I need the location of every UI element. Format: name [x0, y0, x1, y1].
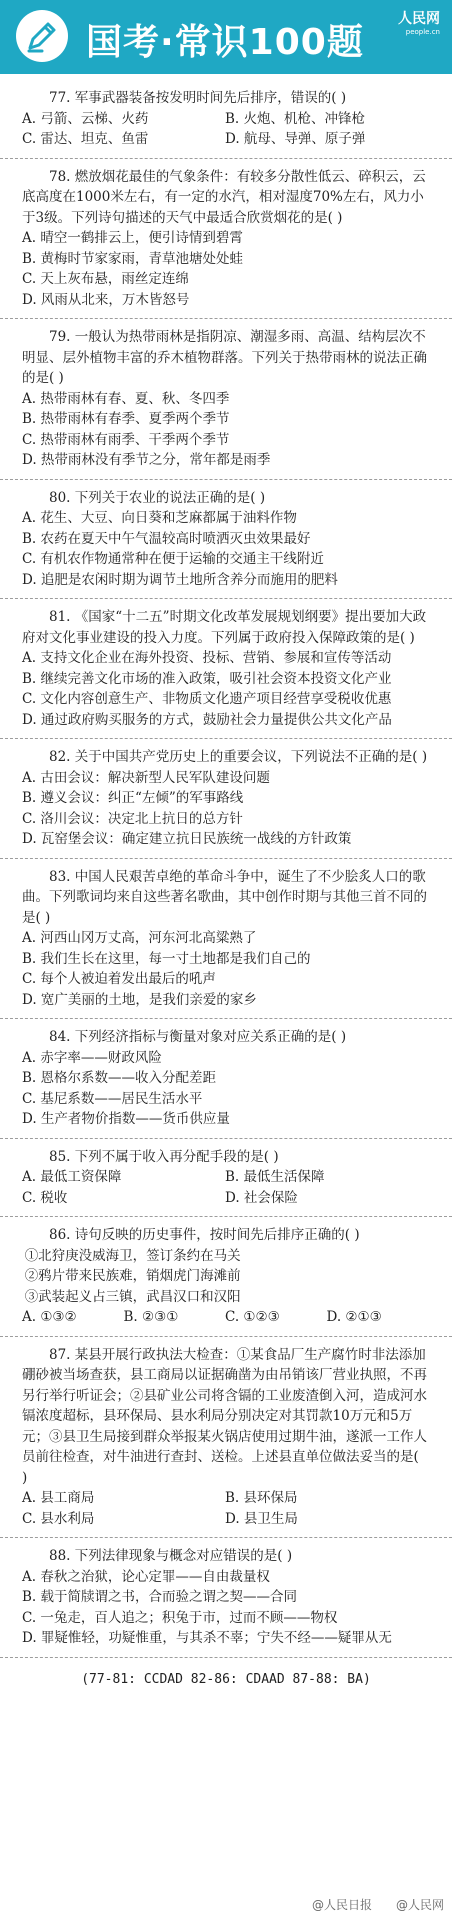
question-block [0, 1337, 452, 1539]
question-stem: 80. 下列关于农业的说法正确的是( ) [49, 489, 266, 506]
header-banner [0, 0, 452, 74]
question-stem: 84. 下列经济指标与衡量对象对应关系正确的是( ) [49, 1029, 347, 1045]
answer-option: A. 支持文化企业在海外投资、投标、营销、参展和宣传等活动 [22, 650, 392, 666]
answer-option: B. 恩格尔系数——收入分配差距 [22, 1070, 217, 1086]
answer-option: B. 遵义会议：纠正“左倾”的军事路线 [22, 790, 244, 806]
answer-option: D. 县卫生局 [225, 1510, 298, 1527]
question-block [0, 1538, 452, 1658]
answer-option: B. ②③① [123, 1309, 179, 1325]
answer-option: C. 县水利局 [22, 1510, 95, 1527]
answer-option: B. 县环保局 [225, 1490, 298, 1506]
answer-option: A. 河西山冈万丈高，河东河北高粱熟了 [22, 930, 257, 946]
question-stem: 77. 军事武器装备按发明时间先后排序，错误的( ) [49, 90, 347, 106]
question-stem: 87. 某县开展行政执法大检查：①某食品厂生产腐竹时非法添加硼砂被当场查获，县工商局以证据确凿为由吊销该厂营业执照，不再另行举行听证会；②县矿业公司将含镉的工业废渣倒入河，造成河水镉浓度超标，县环保局、县水利局分别决定对其罚款10万元和5万元；③县卫生局接到群众举报某火锅店使用过期牛油，遂派一工作人员前往检查，对牛油进行查封、送检。上述县直单位做法妥当的是( ) [22, 1346, 427, 1486]
question-stem: 78. 燃放烟花最佳的气象条件：有较多分散性低云、碎积云，云底高度在1000米左右，有一定的水汽，相对湿度70%左右，风力小于3级。下列诗句描述的天气中最适合欣赏烟花的是( ) [22, 168, 426, 226]
question-block [0, 739, 452, 859]
answer-option: C. 税收 [22, 1189, 68, 1206]
footer [0, 1890, 452, 1916]
answer-option: C. 一兔走，百人追之；积兔于市，过而不顾——物权 [22, 1609, 338, 1626]
answer-option: A. 赤字率——财政风险 [22, 1049, 162, 1066]
answer-option: A. ①③② [22, 1309, 77, 1325]
option-row [22, 1509, 428, 1530]
answer-option: C. 文化内容创意生产、非物质文化遗产项目经营享受税收优惠 [22, 691, 392, 707]
brand-logo [398, 8, 440, 36]
pen-icon [16, 10, 68, 62]
option-row [22, 1307, 428, 1328]
answer-option: B. 农药在夏天中午气温较高时喷洒灭虫效果最好 [22, 530, 311, 547]
answer-option: D. ②①③ [326, 1309, 382, 1325]
sub-statement: ①北狩庚没威海卫，签订条约在马关 [24, 1247, 241, 1264]
watermark-renmin-wang: @人民网 [395, 1898, 444, 1912]
answer-option: D. 热带雨林没有季节之分，常年都是雨季 [22, 452, 271, 468]
answer-option: B. 我们生长在这里，每一寸土地都是我们自己的 [22, 950, 311, 967]
answer-option: C. 热带雨林有雨季、干季两个季节 [22, 431, 230, 448]
answer-option: C. ①②③ [225, 1309, 280, 1325]
question-stem: 86. 诗句反映的历史事件，按时间先后排序正确的( ) [49, 1227, 360, 1243]
question-block [0, 599, 452, 739]
question-list [0, 80, 452, 1687]
answer-key: (77-81: CCDAD 82-86: CDAAD 87-88: BA) [81, 1671, 371, 1687]
answer-option: D. 社会保险 [225, 1189, 298, 1206]
option-row [22, 129, 428, 150]
question-stem: 79. 一般认为热带雨林是指阴凉、潮湿多雨、高温、结构层次不明显、层外植物丰富的乔木植物群落。下列关于热带雨林的说法正确的是( ) [22, 329, 427, 386]
answer-option: D. 追肥是农闲时期为调节土地所含养分而施用的肥料 [22, 571, 338, 588]
answer-option: B. 热带雨林有春季、夏季两个季节 [22, 411, 230, 427]
sub-statement: ②鸦片带来民族难，销烟虎门海滩前 [24, 1268, 241, 1284]
logo-subtext: people.cn [405, 28, 440, 36]
answer-option: A. 古田会议：解决新型人民军队建设问题 [22, 769, 270, 786]
answer-option: A. 春秋之治狱，论心定罪——自由裁量权 [22, 1568, 270, 1585]
answer-option: D. 瓦窑堡会议：确定建立抗日民族统一战线的方针政策 [22, 831, 352, 847]
answer-option: B. 最低生活保障 [225, 1169, 325, 1185]
answer-option: D. 通过政府购买服务的方式，鼓励社会力量提供公共文化产品 [22, 711, 392, 728]
question-block [0, 859, 452, 1020]
logo-text: 人民网 [398, 11, 440, 27]
question-stem: 88. 下列法律现象与概念对应错误的是( ) [49, 1548, 293, 1564]
sub-statement: ③武装起义占三镇，武昌汉口和汉阳 [24, 1288, 241, 1305]
answer-option: A. 最低工资保障 [22, 1169, 122, 1185]
answer-option: C. 天上灰布悬，雨丝定连绵 [22, 271, 189, 287]
answer-option: D. 航母、导弹、原子弹 [225, 131, 366, 147]
answer-option: A. 花生、大豆、向日葵和芝麻都属于油料作物 [22, 510, 297, 526]
option-row [22, 109, 428, 130]
page-title: 国考·常识100题 [86, 22, 364, 63]
answer-option: C. 雷达、坦克、鱼雷 [22, 131, 149, 147]
answer-option: A. 县工商局 [22, 1490, 95, 1506]
answer-option: A. 热带雨林有春、夏、秋、冬四季 [22, 390, 230, 407]
question-stem: 82. 关于中国共产党历史上的重要会议，下列说法不正确的是( ) [49, 749, 428, 765]
option-row [22, 1188, 428, 1209]
answer-option: A. 弓箭、云梯、火药 [22, 110, 149, 127]
answer-option: C. 洛川会议：决定北上抗日的总方针 [22, 810, 243, 827]
answer-option: C. 基尼系数——居民生活水平 [22, 1090, 203, 1107]
question-stem: 85. 下列不属于收入再分配手段的是( ) [49, 1148, 279, 1165]
answer-option: D. 生产者物价指数——货币供应量 [22, 1111, 230, 1127]
question-block [0, 159, 452, 320]
answer-option: B. 火炮、机枪、冲锋枪 [225, 110, 366, 127]
watermark-renmin-ribao: @人民日报 [311, 1898, 372, 1912]
answer-option: B. 黄梅时节家家雨，青草池塘处处蛙 [22, 250, 244, 267]
question-block [0, 1139, 452, 1218]
question-block [0, 480, 452, 600]
answer-option: D. 罪疑惟轻，功疑惟重，与其杀不辜；宁失不经——疑罪从无 [22, 1630, 392, 1646]
answer-option: C. 有机农作物通常种在便于运输的交通主干线附近 [22, 551, 324, 567]
question-block [0, 80, 452, 159]
question-stem: 81. 《国家“十二五”时期文化改革发展规划纲要》提出要加大政府对文化事业建设的投入力度。下列属于政府投入保障政策的是( ) [22, 609, 427, 646]
question-stem: 83. 中国人民艰苦卓绝的革命斗争中，诞生了不少脍炙人口的歌曲。下列歌词均来自这些著名歌曲，其中创作时期与其他三首不同的是( ) [22, 868, 427, 926]
answer-option: D. 宽广美丽的土地，是我们亲爱的家乡 [22, 991, 257, 1008]
question-block [0, 1217, 452, 1337]
question-block [0, 1019, 452, 1139]
answer-option: C. 每个人被迫着发出最后的吼声 [22, 971, 216, 987]
answer-option: B. 继续完善文化市场的准入政策，吸引社会资本投资文化产业 [22, 670, 392, 687]
answer-option: B. 载于简牍谓之书，合而验之谓之契——合同 [22, 1589, 298, 1605]
option-row [22, 1488, 428, 1509]
answer-option: D. 风雨从北来，万木皆怒号 [22, 291, 190, 308]
answer-option: A. 晴空一鹤排云上，便引诗情到碧霄 [22, 230, 243, 246]
option-row [22, 1167, 428, 1188]
question-block [0, 319, 452, 480]
